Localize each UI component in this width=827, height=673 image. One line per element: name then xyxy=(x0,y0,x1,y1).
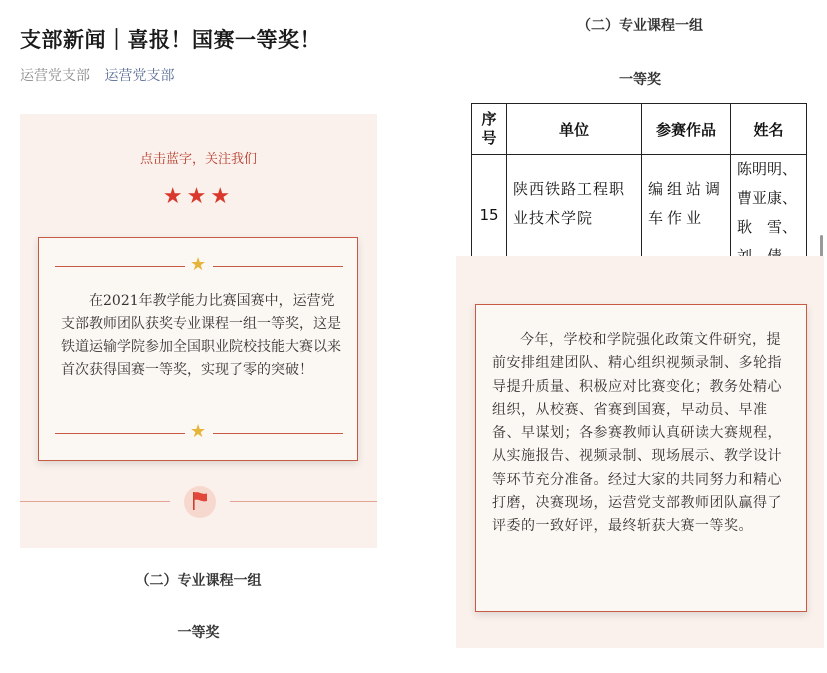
intro-text: 在2021年教学能力比赛国赛中，运营党支部教师团队获奖专业课程一组一等奖，这是铁道运输学院参加全国职业院校技能大赛以来首次获得国赛一等奖，实现了零的突破！ xyxy=(61,293,341,378)
cell-names: 陈明明、曹亚康、耿 雪、 xyxy=(731,155,807,276)
header-unit: 单位 xyxy=(507,104,642,155)
divider-right-top xyxy=(213,266,343,267)
header-work: 参赛作品 xyxy=(642,104,731,155)
divider-left-bottom xyxy=(55,433,185,434)
story-text: 今年，学校和学院强化政策文件研究，提前安排组建团队、精心组织视频录制、多轮指导提升质量、积极应对比赛变化；教务处精心组织，从校赛、省赛到国赛，早动员、早准备、早谋划；各参赛教师认真研读大赛规程，从实施报告、视频录制、现场展示、教学设计等环节充分准备。经过大家的共同努力和精心打磨，决赛现场，运营党支部教师团队赢得了评委的一致好评，最终斩获大赛一等奖。 xyxy=(492,332,782,535)
red-flag-icon xyxy=(191,491,209,511)
author-name: 运营党支部 xyxy=(20,68,90,84)
intro-box xyxy=(38,237,358,461)
section-subtitle: （二）专业课程一组 xyxy=(135,573,262,589)
follow-prompt[interactable]: 点击蓝字，关注我们 xyxy=(139,152,257,167)
divider-line xyxy=(230,501,377,502)
banner-card xyxy=(20,114,377,548)
story-card xyxy=(456,256,824,648)
gold-star-icon: ★ xyxy=(190,421,207,442)
prize-label: 一等奖 xyxy=(177,625,220,641)
account-link[interactable]: 运营党支部 xyxy=(104,68,175,84)
header-number: 序号 xyxy=(472,104,507,155)
divider-left-top xyxy=(55,266,185,267)
article-title: 支部新闻｜喜报！国赛一等奖！ xyxy=(20,28,321,52)
prize-label: 一等奖 xyxy=(619,72,661,88)
table-header-row xyxy=(472,104,807,155)
award-table xyxy=(471,103,807,276)
three-stars-icon: ★★★ xyxy=(162,184,235,209)
divider-right-bottom xyxy=(213,433,343,434)
gold-star-icon: ★ xyxy=(190,254,207,275)
cell-work: 编组站调车作业 xyxy=(642,155,731,276)
header-name: 姓名 xyxy=(731,104,807,155)
article-meta xyxy=(20,65,174,85)
divider-line xyxy=(20,501,170,502)
section-subtitle: （二）专业课程一组 xyxy=(577,18,703,34)
story-box xyxy=(475,304,807,612)
cell-unit: 陕西铁路工程职业技术学院 xyxy=(507,155,642,276)
cell-number: 15 xyxy=(472,155,507,276)
